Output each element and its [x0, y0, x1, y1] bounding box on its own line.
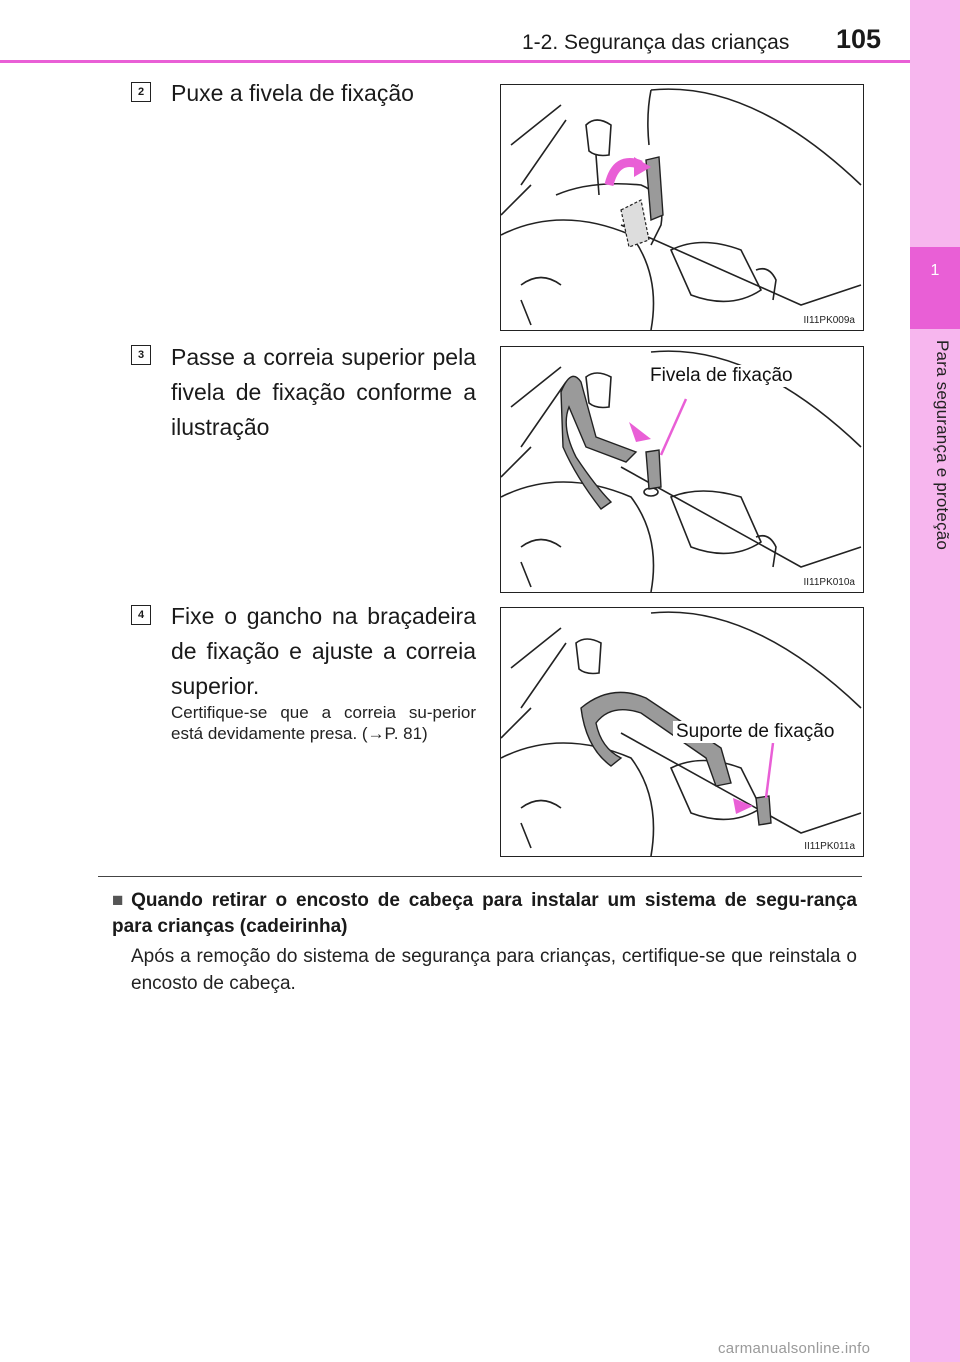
figure-step-4 — [500, 607, 864, 857]
step-text-4: Fixe o gancho na braçadeira de fixação e ajuste a correia superior. — [171, 603, 476, 699]
chapter-number: 1 — [930, 262, 940, 279]
figure-callout-label: Suporte de fixação — [673, 721, 837, 743]
info-title — [112, 888, 857, 940]
section-title: 1-2. Segurança das crianças — [522, 31, 790, 54]
figure-code: II11PK009a — [803, 315, 855, 326]
step-note-4: Certifique-se que a correia su-perior está devidamente presa. (→P. 81) — [171, 703, 476, 743]
info-title-text: Quando retirar o encosto de cabeça para instalar um sistema de segu-rança para crianças (cadeirinha) — [112, 890, 857, 937]
step-number-2: 2 — [131, 82, 151, 102]
step-text-3: Passe a correia superior pela fivela de fixação conforme a ilustração — [171, 344, 476, 440]
step-number-4: 4 — [131, 605, 151, 625]
square-bullet-icon: ■ — [112, 890, 128, 911]
seat-illustration-1 — [501, 85, 863, 330]
figure-step-3 — [500, 346, 864, 593]
section-divider — [98, 876, 862, 877]
step-number-3: 3 — [131, 345, 151, 365]
chapter-title: Para segurança e proteção — [933, 340, 952, 551]
figure-code: II11PK010a — [803, 577, 855, 588]
figure-callout-label: Fivela de fixação — [647, 365, 796, 387]
step-text-2: Puxe a fivela de fixação — [171, 80, 414, 106]
watermark: carmanualsonline.info — [718, 1340, 871, 1357]
chapter-side-tab — [910, 0, 960, 1362]
info-body: Após a remoção do sistema de segurança para crianças, certifique-se que reinstala o encosto de cabeça. — [131, 946, 857, 994]
page-number: 105 — [836, 24, 882, 54]
chapter-number-box — [910, 247, 960, 329]
figure-step-2 — [500, 84, 864, 331]
figure-code: II11PK011a — [804, 841, 855, 852]
header-rule — [0, 60, 910, 63]
